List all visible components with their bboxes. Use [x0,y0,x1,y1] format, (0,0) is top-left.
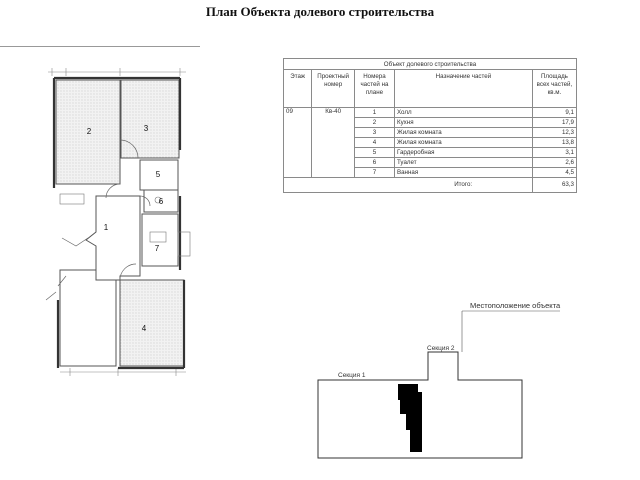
row-name: Холл [394,108,532,118]
document-title: План Объекта долевого строительства [205,4,435,19]
row-num: 4 [354,138,394,148]
section-2-label: Секция 2 [427,345,455,352]
header-floor: Этаж [284,70,312,108]
row-name: Гардеробная [394,148,532,158]
room-label-5: 5 [155,170,161,179]
row-name: Жилая комната [394,128,532,138]
room-3 [121,80,179,158]
row-area: 9,1 [532,108,576,118]
row-name: Жилая комната [394,138,532,148]
table-caption: Объект долевого строительства [284,59,577,70]
room-7 [142,214,178,266]
row-num: 6 [354,158,394,168]
header-area: Площадь всех частей, кв.м. [532,70,576,108]
balcony-area [60,270,116,366]
row-name: Ванная [394,168,532,178]
row-num: 3 [354,128,394,138]
room-label-1: 1 [103,223,109,232]
row-num: 2 [354,118,394,128]
row-num: 5 [354,148,394,158]
room-4 [120,280,184,366]
room-label-4: 4 [141,324,147,333]
floor-cell: 09 [284,108,312,178]
location-plan [318,301,561,458]
header-purpose: Назначение частей [394,70,532,108]
total-area: 63,3 [532,178,576,193]
row-name: Кухня [394,118,532,128]
row-area: 2,6 [532,158,576,168]
location-title: Местоположение объекта [470,301,561,310]
row-area: 17,9 [532,118,576,128]
row-num: 1 [354,108,394,118]
section-1-label: Секция 1 [338,372,366,379]
header-part-number: Номера частей на плане [354,70,394,108]
row-area: 13,8 [532,138,576,148]
room-1 [86,196,140,280]
room-label-3: 3 [143,124,149,133]
row-name: Туалет [394,158,532,168]
row-num: 7 [354,168,394,178]
room-label-6: 6 [158,197,164,206]
room-label-7: 7 [154,244,160,253]
project-number-cell: Кв-40 [312,108,355,178]
row-area: 4,5 [532,168,576,178]
floor-plan [46,68,190,376]
room-label-2: 2 [86,127,92,136]
row-area: 12,3 [532,128,576,138]
row-area: 3,1 [532,148,576,158]
header-project-number: Проектный номер [312,70,355,108]
total-label: Итого: [394,178,532,193]
